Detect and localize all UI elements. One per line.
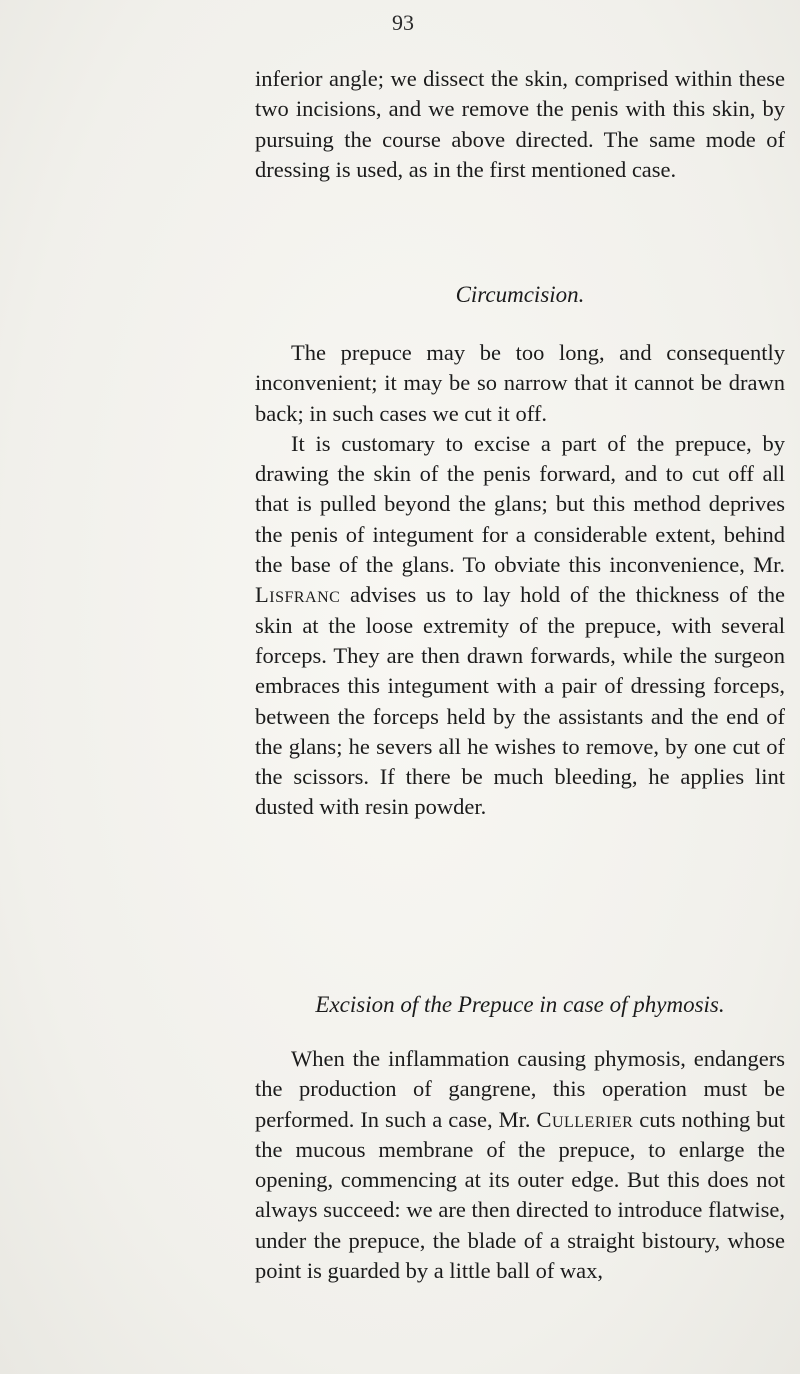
paragraph-text: cuts nothing but the mucous membrane of the prepuce, to enlarge the opening, commencing at its outer edge. But this does not always succeed: we are then directed to introduce flatwise, under the prepuce, the blade of a straight bistoury, whose point is guarded by a little ball of wax, [255,1106,785,1284]
continued-paragraph: inferior angle; we dissect the skin, comprised within these two incisions, and we remove the penis with this skin, by pursuing the course above directed. The same mode of dressing is used, as in the first mentioned case. [255,66,785,182]
circumcision-paragraph-2 [255,429,785,823]
section-heading-excision: Excision of the Prepuce in case of phymosis. [315,992,725,1017]
continued-paragraph-block [255,64,785,185]
excision-paragraph-1 [255,1044,785,1286]
excision-section-body [255,1044,785,1286]
paragraph-text: When the inflammation causing phymosis, endangers the production of gangrene, this operation must be performed. In such a case, Mr. [255,1046,785,1132]
circumcision-section-body [255,338,785,823]
section-heading-circumcision: Circumcision. [455,282,585,307]
surgeon-name-lisfranc: Lisfranc [255,582,341,608]
circumcision-paragraph-1: The prepuce may be too long, and consequently inconvenient; it may be so narrow that it cannot be drawn back; in such cases we cut it off. [255,340,785,426]
surgeon-name-cullerier: Cullerier [536,1106,634,1132]
paragraph-text: advises us to lay hold of the thickness of the skin at the loose extremity of the prepuce, with several forceps. They are then drawn forwards, while the surgeon embraces this integument with a pair of dressing forceps, between the forceps held by the assistants and the end of the glans; he severs all he wishes to remove, by one cut of the scissors. If there be much bleeding, he applies lint dusted with resin powder. [255,582,785,820]
paragraph-text: It is customary to excise a part of the prepuce, by drawing the skin of the penis forward, and to cut off all that is pulled beyond the glans; but this method deprives the penis of integument for a considerable extent, behind the base of the glans. To obviate this inconvenience, Mr. [255,430,785,578]
page-number: 93 [392,10,414,35]
